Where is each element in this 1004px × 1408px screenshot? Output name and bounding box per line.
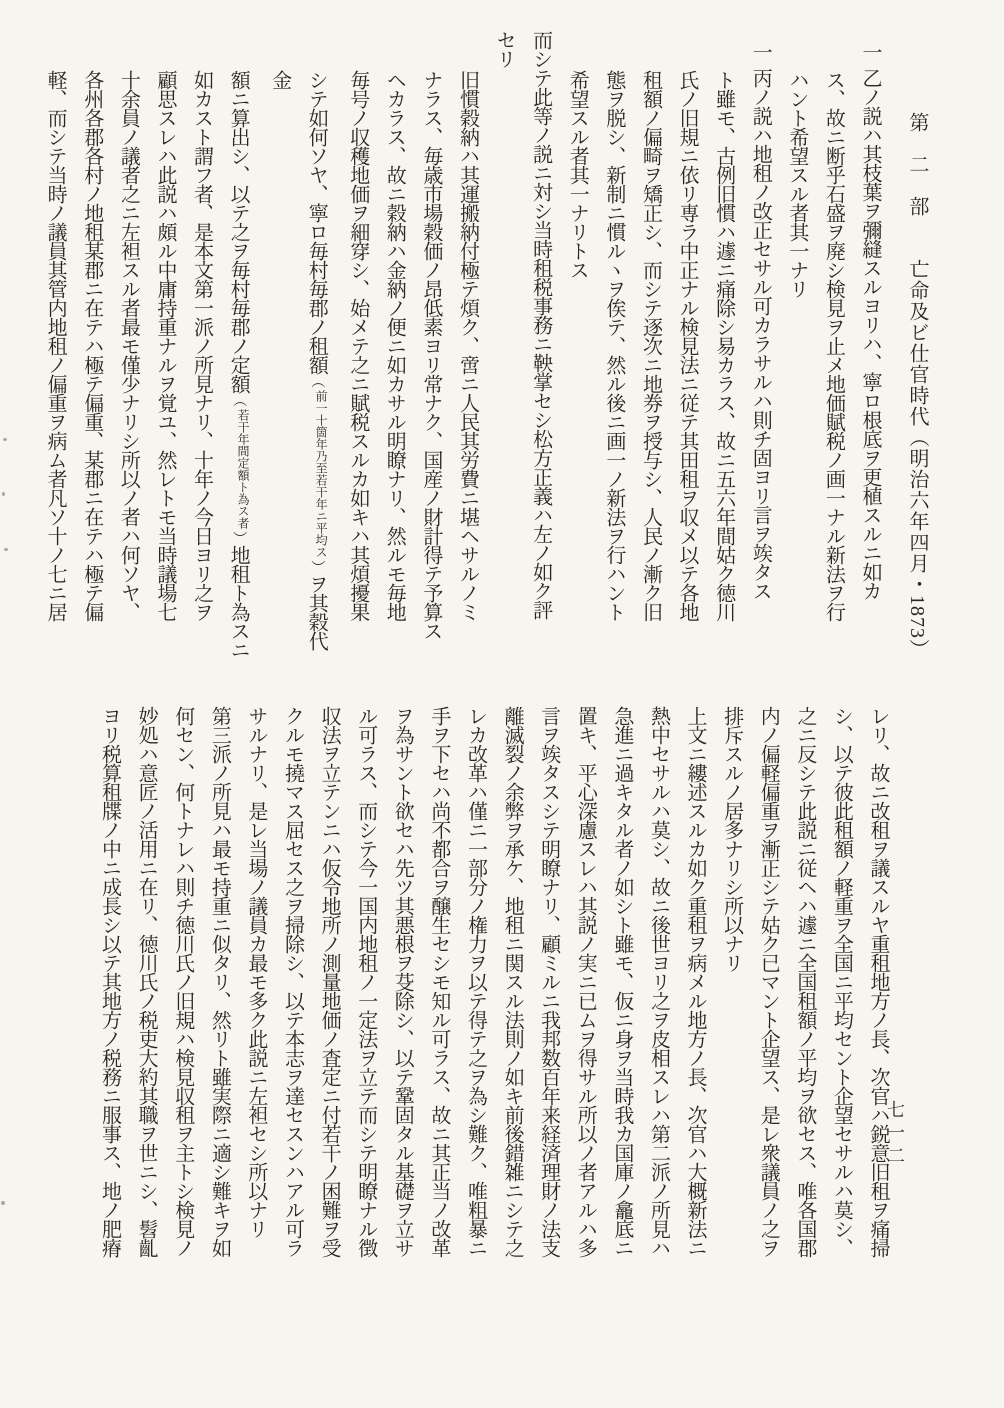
text-column: 第三派ノ所見ハ最モ持重ニ似タリ、然リト雖実際ニ適シ難キヲ如 [208,706,231,1257]
text-column: 氏ノ旧規ニ依リ専ラ中正ナル検見法ニ従テ其田租ヲ収メ以テ各地 [676,70,699,621]
column-text: 地租ト為スニ [227,545,250,659]
text-column: 如カスト謂フ者、是本文第一派ノ所見ナリ、十年ノ今日ヨリ之ヲ [190,70,213,621]
text-column-with-note [261,30,339,662]
scan-speck [2,492,5,496]
text-column: レリ、故ニ改租ヲ議スルヤ重租地方ノ長、次官ハ鋭意旧租ヲ痛掃 [867,706,889,1257]
scan-speck [4,548,8,551]
text-column: シ、以テ彼此租額ノ軽重ヲ全国ニ平均セント企望セサルハ莫シ、 [830,706,853,1257]
text-column: 顧思スレハ此説ハ頗ル中庸持重ナルヲ覚ユ、然レトモ当時議場七 [153,70,176,621]
text-column: 置キ、平心深慮スレハ其説ノ実ニ已ムヲ得サル所以ノ者アルハ多 [574,706,597,1257]
text-column: ヘカラス、故ニ穀納ハ金納ノ便ニ如カサル明瞭ナリ、然ルモ毎地 [383,70,406,621]
text-column: 手ヲ下セハ尚不都合ヲ醸生セシモ知ル可ラス、故ニ其正当ノ改革 [427,706,450,1257]
text-column: 急進ニ過キタル者ノ如シト雖モ、仮ニ身ヲ当時我カ国庫ノ龕底ニ [610,706,633,1257]
annotation-paren-open: （ [231,393,247,407]
text-column: 態ヲ脱シ、新制ニ慣ルヽヲ俟テ、然ル後ニ画一ノ新法ヲ行ハント [602,70,625,621]
annotation-paren-open: （ [309,374,325,388]
text-column: 離滅裂ノ余弊ヲ承ケ、地租ニ関スル法則ノ如キ前後錯雑ニシテ之 [501,706,524,1257]
text-column: 内ノ偏軽偏重ヲ漸正シテ姑ク已マント企望ス、是レ衆議員ノ之ヲ [757,706,780,1257]
text-column: 之ニ反シテ此説ニ従ヘハ遽ニ全国租額ノ平均ヲ欲セス、唯各国郡 [793,706,816,1257]
text-column: ト雖モ、古例旧慣ハ遽ニ痛除シ易カラス、故ニ五六年間姑ク徳川 [712,70,735,621]
text-column: クルモ撓マス屈セス之ヲ掃除シ、以テ本志ヲ達セスンハアル可ラ [281,706,304,1257]
text-column: 軽、而シテ当時ノ議員其管内地租ノ偏重ヲ病ム者凡ソ十ノ七ニ居 [44,70,67,621]
text-column [742,30,779,662]
column-text: 乙ノ説ハ其枝葉ヲ彌縫スルヨリハ、寧ロ根底ヲ更植スルニ如カ [859,68,881,600]
text-column: 収法ヲ立テンニハ仮令地所ノ測量地価ノ査定ニ付若干ノ困難ヲ受 [318,706,341,1257]
annotation-paren-close: ） [309,560,325,574]
annotation-line: 額ト為ス者 [236,469,251,529]
text-column: ヲ為サント欲セハ先ツ其悪根ヲ芟除シ、以テ鞏固タル基礎ヲ立サ [391,706,414,1257]
list-item-marker: 一 [749,42,772,61]
annotation-lines [303,390,340,558]
page-number: 七一二 [885,1100,905,1169]
column-text: 丙ノ説ハ地租ノ改正セサル可カラサルハ則チ固ヨリ言ヲ竢タス [749,68,772,600]
text-column: 上文ニ縷述スルカ如ク重租ヲ病メル地方ノ長、次官ハ大概新法ニ [684,706,707,1257]
text-column: ナラス、毎歳市場穀価ノ昂低素ヨリ常ナク、国産ノ財計得テ予算ス [419,70,442,640]
inline-annotation [305,374,327,574]
text-column: 毎号ノ収穫地価ヲ細穿シ、始メテ之ニ賦税スルカ如キハ其煩擾果 [346,70,369,621]
text-column: ハント希望スル者其一ナリ [785,70,808,298]
text-column-with-note [220,30,261,662]
annotation-lines [224,409,261,529]
text-column: 各州各郡各村ノ地租某郡ニ在テハ極テ偏重、某郡ニ在テハ極テ偏 [80,70,103,621]
text-column: セリ [493,30,516,68]
text-column: 熱中セサルハ莫シ、故ニ後世ヨリ之ヲ皮相スレハ第二派ノ所見ハ [647,706,670,1257]
text-column: 旧慣穀納ハ其運搬納付極テ煩ク、啻ニ人民其労費ニ堪ヘサルノミ [456,70,479,621]
bottom-text-block [91,706,896,1306]
text-column [851,30,888,662]
text-column: レカ改革ハ僅ニ一部分ノ権力ヲ以テ得テ之ヲ為シ難ク、唯粗暴ニ [464,706,487,1257]
annotation-line: 若干年ニ平均ス [314,474,329,558]
text-column: 租額ノ偏畸ヲ矯正シ、而シテ逐次ニ地券ヲ授与シ、人民ノ漸ク旧 [639,70,662,621]
inline-annotation [227,393,249,545]
annotation-line: 若干年間定 [236,409,251,469]
text-column: 妙処ハ意匠ノ活用ニ在リ、徳川氏ノ税吏大約其職ヲ世ニシ、髫齓 [135,706,158,1257]
text-column: ヨリ税算租牒ノ中ニ成長シ以テ其地方ノ税務ニ服事ス、地ノ肥瘠 [98,706,121,1257]
text-column: 而シテ此等ノ説ニ対シ当時租税事務ニ鞅掌セシ松方正義ハ左ノ如ク評 [529,30,552,619]
text-column: サルナリ、是レ当場ノ議員カ最モ多ク此説ニ左袒セシ所以ナリ [244,706,267,1238]
text-column: 言ヲ竢タスシテ明瞭ナリ、顧ミルニ我邦数百年来経済理財ノ法支 [537,706,560,1257]
column-text: シテ如何ソヤ、寧ロ毎村毎郡ノ租額 [305,70,328,374]
top-text-block [37,30,934,662]
annotation-line: 前一十箇年乃至 [314,390,329,474]
scan-speck [1,1201,5,1205]
list-item-marker: 一 [859,42,881,61]
scan-speck [3,438,7,441]
text-column: 排斥スルノ居多ナリシ所以ナリ [720,706,743,972]
text-column: ル可ラス、而シテ今一国内地租ノ一定法ヲ立テ而シテ明瞭ナル徴 [354,706,377,1257]
column-text: 額ニ算出シ、以テ之ヲ毎村毎郡ノ定額 [227,70,250,393]
text-column: 希望スル者其一ナリトス [566,70,589,279]
text-column: 何セン、何トナレハ則チ徳川氏ノ旧規ハ検見収租ヲ主トシ検見ノ [171,706,194,1257]
annotation-paren-close: ） [231,531,247,545]
text-column: 十余員ノ議者之ニ左袒スル者最モ僅少ナリシ所以ノ者ハ何ソヤ、 [117,70,140,621]
chapter-header: 第 二 部 亡命及ビ仕官時代（明治六年四月・1873） [906,112,928,660]
text-column: ス、故ニ断乎石盛ヲ廃シ検見ヲ止メ地価賦税ノ画一ナル新法ヲ行 [822,70,845,621]
column-text: ヲ其穀代金 [268,70,328,650]
